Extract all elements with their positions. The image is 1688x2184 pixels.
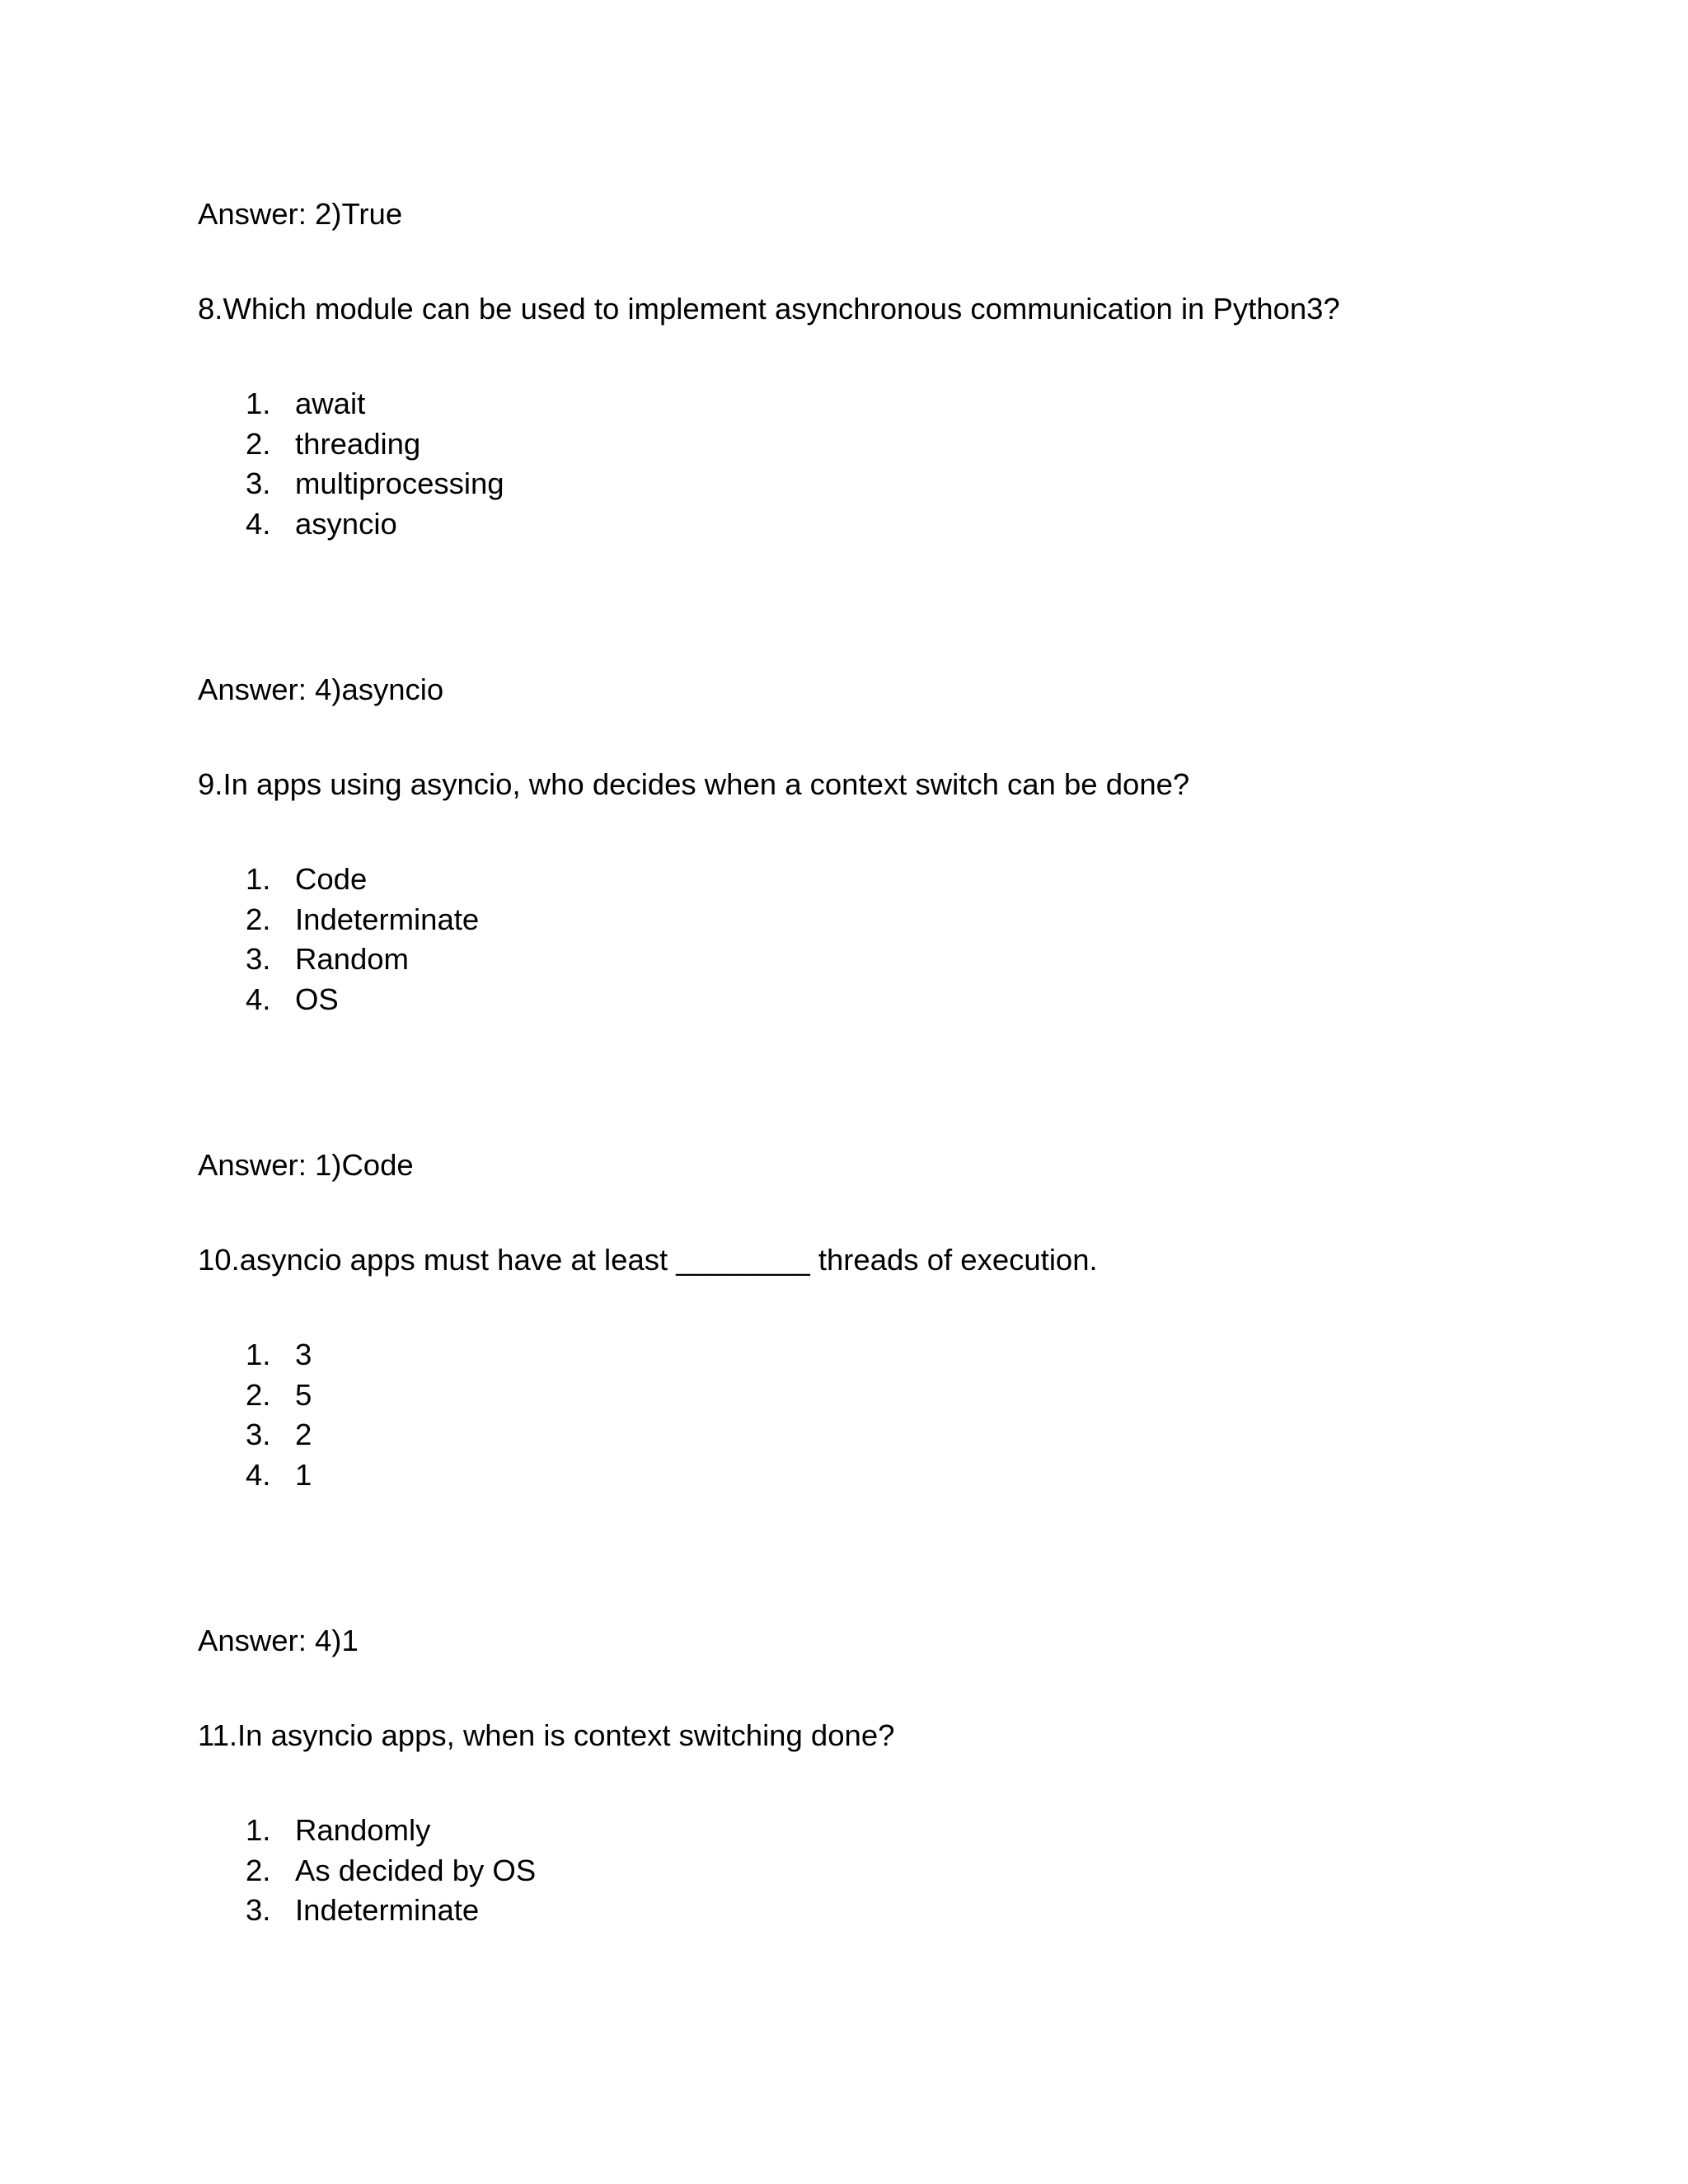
answer-7: Answer: 2)True [198,197,403,231]
answer-9: Answer: 1)Code [198,1148,414,1182]
question-11: 11.In asyncio apps, when is context switching done? [198,1718,895,1752]
question-9: 9.In apps using asyncio, who decides when a context switch can be done? [198,767,1190,801]
answer-8: Answer: 4)asyncio [198,673,444,706]
question-10: 10.asyncio apps must have at least ________ threads of execution. [198,1243,1098,1277]
question-8: 8.Which module can be used to implement asynchronous communication in Python3? [198,292,1340,326]
answer-10: Answer: 4)1 [198,1624,359,1657]
document-page: Answer: 2)True 8.Which module can be used to implement asynchronous communication in Python3? 1. await 2. threading 3. multiprocessing 4. asyncio Answer: 4)asyncio 9.In apps using asyncio, who decides when a context switch can be done? 1. Code 2. Indeterminate 3. Random 4. OS Answer: 1)Code 10.asyncio apps must have at least ________ threads of execution. 1. 3 2. 5 3. 2 4. 1 Answer: 4)1 11.In asyncio apps, when is context switching done? 1. Randomly 2. As decided by OS 3. Indeterminate [0,0,1688,2184]
